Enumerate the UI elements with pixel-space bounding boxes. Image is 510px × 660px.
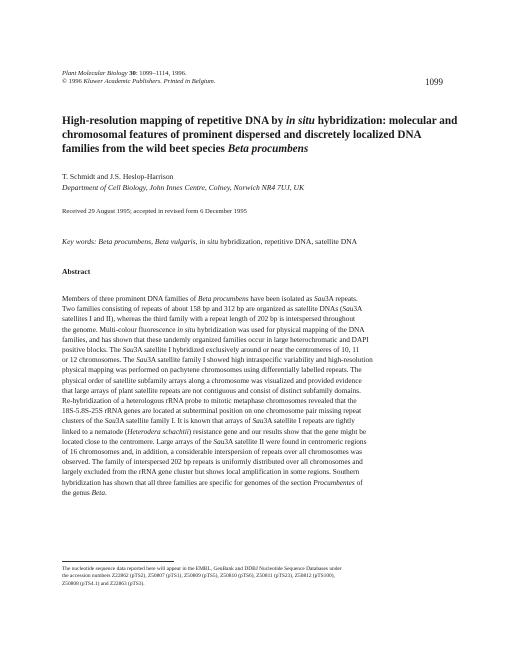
- copyright-line: [62, 78, 452, 86]
- journal-citation: [62, 70, 452, 78]
- keywords-plain: hybridization, repetitive DNA, satellite DNA: [218, 237, 358, 246]
- abstract-text-italic: Beta procumbens: [197, 294, 249, 303]
- abstract-text: 3A satellite family I. It is known that arrays of: [115, 416, 253, 426]
- abstract-line: [62, 365, 454, 375]
- abstract-text: the genome. Multi-colour fluorescence: [62, 324, 178, 334]
- abstract-text-italic: Procumbentes: [313, 477, 355, 487]
- keywords: [62, 237, 357, 247]
- affiliation: Department of Cell Biology, John Innes Centre, Colney, Norwich NR4 7UJ, UK: [62, 183, 305, 192]
- abstract-line: [62, 304, 454, 314]
- article-title: [62, 114, 460, 156]
- title-part: High-resolution mapping of repetitive DNA by: [62, 115, 286, 127]
- abstract-line: [62, 355, 454, 365]
- abstract-line: [62, 478, 454, 488]
- abstract-line: [62, 447, 454, 457]
- abstract-text-italic: in situ: [177, 324, 196, 334]
- copyright-year: © 1996: [62, 78, 84, 85]
- abstract-text: hybridization has shown that all three families are specific for genomes of the section: [62, 477, 314, 487]
- abstract-text: 3A satellite family I showed high intraspecific variability and high-resolution: [147, 355, 373, 365]
- abstract-text-italic: Sau: [252, 416, 264, 426]
- title-part-italic: in situ: [285, 115, 315, 127]
- abstract-text-italic: Heterodera schachtii: [127, 426, 189, 436]
- abstract-text: physical order of satellite subfamily arrays along a chromosome was visualized and provided evidence: [62, 375, 362, 385]
- abstract-text-italic: Sau: [122, 345, 134, 355]
- abstract-text: that large arrays of plant satellite repeats are not contiguous and consist of distinct subfamily domains.: [62, 385, 361, 395]
- abstract-body: [62, 294, 454, 498]
- page-number: 1099: [425, 77, 443, 87]
- abstract-line: [62, 416, 454, 426]
- abstract-text: families, and has shown that these tandemly organized families occur in large heterochromatic and DAPI: [62, 334, 369, 344]
- title-part-italic: Beta procumbens: [227, 143, 309, 155]
- abstract-text: of 16 chromosomes and, in addition, a considerable interspersion of repeats over all chromosomes was: [62, 447, 362, 457]
- abstract-line: [62, 386, 454, 396]
- title-part: hybridization: molecular and chromosomal features of prominent dispersed and discretely localized DNA families from the wild beet species: [62, 115, 458, 155]
- footnote-line: the accession numbers Z22862 (pTS2), Z50807 (pTS1), Z50809 (pTS5), Z50810 (pTS6), Z50811 (pTS23), Z50812 (pTS100),: [62, 573, 335, 580]
- abstract-line: [62, 406, 454, 416]
- abstract-text: satellites I and II), whereas the third family with a repeat length of 202 bp is interspersed throughout: [62, 314, 356, 324]
- abstract-text: 3A satellite II were found in centromeric regions: [224, 436, 367, 446]
- journal-pages: : 1099–1114, 1996.: [135, 70, 187, 77]
- keywords-italic: Beta procumbens, Beta vulgaris, in situ: [96, 237, 219, 246]
- abstract-text: .: [104, 487, 107, 497]
- abstract-text: 18S-5.8S-25S rRNA genes are located at subterminal position on one chromosome pair missing repeat: [62, 406, 362, 416]
- abstract-text-italic: Sau: [314, 294, 325, 303]
- abstract-text: 3A repeats.: [324, 294, 358, 303]
- abstract-text: Two families consisting of repeats of about 158 bp and 312 bp are organized as satellite DNAs (: [62, 304, 343, 314]
- abstract-text: located close to the centromere. Large arrays of the: [62, 436, 214, 446]
- abstract-text: 3A: [353, 304, 363, 314]
- publisher: Kluwer Academic Publishers. Printed in Belgium.: [83, 78, 216, 85]
- abstract-line: [62, 376, 454, 386]
- footnote-line: The nucleotide sequence data reported here will appear in the EMBL, GenBank and DDBJ Nucleotide Sequence Databases under: [62, 566, 342, 572]
- abstract-text-italic: Sau: [136, 355, 148, 365]
- abstract-line: [62, 294, 454, 304]
- abstract-text: largely excluded from the rRNA gene cluster but shows local amplification in some regions. Southern: [62, 467, 360, 477]
- abstract-line: [62, 427, 454, 437]
- abstract-line: [62, 396, 454, 406]
- abstract-text: Members of three prominent DNA families of: [62, 294, 198, 303]
- abstract-text-italic: Sau: [342, 304, 354, 314]
- footnote-divider: [62, 561, 174, 562]
- abstract-text: hybridization was used for physical mapping of the DNA: [195, 324, 365, 334]
- footnote-line: Z50808 (pTS4.1) and Z22863 (pTS3).: [62, 580, 145, 587]
- abstract-line: [62, 335, 454, 345]
- abstract-text-italic: Sau: [213, 436, 225, 446]
- journal-header: [62, 70, 452, 86]
- abstract-text-italic: Sau: [104, 416, 116, 426]
- abstract-text: 3A satellite I hybridized exclusively around or near the centromeres of 10, 11: [133, 345, 360, 355]
- footnote: [62, 566, 462, 588]
- abstract-text: or 12 chromosomes. The: [62, 355, 137, 365]
- abstract-line: [62, 325, 454, 335]
- abstract-text: linked to a nematode (: [62, 426, 128, 436]
- authors: T. Schmidt and J.S. Heslop-Harrison: [62, 172, 174, 181]
- keywords-label: Key words:: [62, 237, 97, 246]
- abstract-line: [62, 488, 454, 498]
- journal-name: Plant Molecular Biology: [62, 70, 128, 77]
- journal-volume: 30: [129, 70, 136, 77]
- abstract-line: [62, 457, 454, 467]
- received-dates: Received 29 August 1995; accepted in revised form 6 December 1995: [62, 208, 247, 215]
- abstract-text: of: [354, 477, 363, 487]
- abstract-text: the genus: [62, 487, 92, 497]
- abstract-text: observed. The family of interspersed 202 bp repeats is uniformly distributed over all chromosomes and: [62, 457, 363, 467]
- abstract-text: ) resistance gene and our results show that the gene might be: [188, 426, 367, 436]
- abstract-line: [62, 437, 454, 447]
- abstract-line: [62, 314, 454, 324]
- abstract-line: [62, 467, 454, 477]
- abstract-heading: Abstract: [62, 267, 91, 276]
- abstract-line: [62, 345, 454, 355]
- abstract-text: clusters of the: [62, 416, 105, 426]
- abstract-text: positive blocks. The: [62, 345, 123, 355]
- abstract-text: have been isolated as: [248, 294, 315, 303]
- abstract-text: physical mapping was performed on pachytene chromosomes using differentially labelled repeats. The: [62, 365, 362, 375]
- abstract-text: Re-hybridization of a heterologous rRNA probe to mitotic metaphase chromosomes revealed that the: [62, 396, 357, 406]
- abstract-text-italic: Beta: [91, 487, 105, 497]
- abstract-text: 3A satellite I repeats are tightly: [263, 416, 355, 426]
